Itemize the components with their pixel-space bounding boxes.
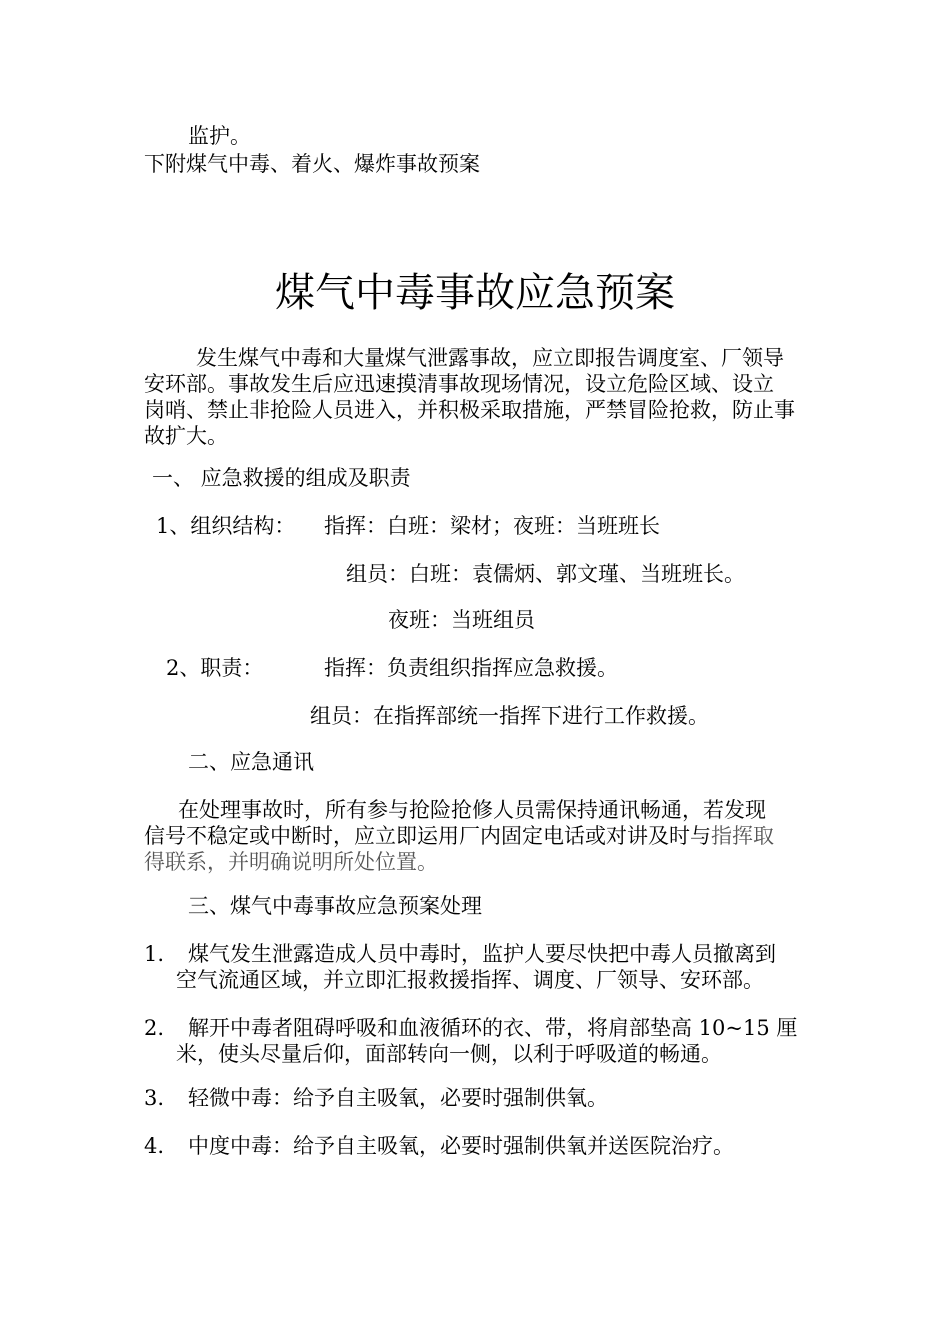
duty-members: 组员：在指挥部统一指挥下进行工作救援。 [310,704,709,728]
org-members-night: 夜班：当班组员 [388,608,535,632]
document-page: 监护。 下附煤气中毒、着火、爆炸事故预案 煤气中毒事故应急预案 发生煤气中毒和大量煤气泄露事故，应立即报告调度室、厂领导 安环部。事故发生后应迅速摸清事故现场情况，设立危险区域、设立 岗哨、禁止非抢险人员进入，并积极采取措施，严禁冒险抢救，防止事 故扩大。 一、 应急救援的组成及职责 1、组织结构： 指挥：白班：梁材；夜班：当班班长 组员：白班：袁儒炳、郭文瑾、当班班长。 夜班：当班组员 2、职责： 指挥：负责组织指挥应急救援。 组员：在指挥部统一指挥下进行工作救援。 二、应急通讯 在处理事故时，所有参与抢险抢修人员需保持通讯畅通，若发现 信号不稳定或中断时，应立即运用厂内固定电话或对讲及时与指挥取 得联系，并明确说明所处位置。 三、煤气中毒事故应急预案处理 1. 煤气发生泄露造成人员中毒时，监护人要尽快把中毒人员撤离到 空气流通区域，并立即汇报救援指挥、调度、厂领导、安环部。 2. 解开中毒者阻碍呼吸和血液循环的衣、带，将肩部垫高 10~15 厘 米，使头尽量后仰，面部转向一侧，以利于呼吸道的畅通。 3. 轻微中毒：给予自主吸氧，必要时强制供氧。 4. 中度中毒：给予自主吸氧，必要时强制供氧并送医院治疗。 [0,0,950,1344]
org-members-day: 组员：白班：袁儒炳、郭文瑾、当班班长。 [346,562,745,586]
appendix-note: 下附煤气中毒、着火、爆炸事故预案 [144,152,480,176]
section2-heading: 二、应急通讯 [188,750,314,774]
continued-text: 监护。 [188,124,251,148]
document-title: 煤气中毒事故应急预案 [275,270,675,316]
duty-label: 2、职责： [166,656,264,680]
duty-commander: 指挥：负责组织指挥应急救援。 [324,656,618,680]
section3-heading: 三、煤气中毒事故应急预案处理 [188,894,482,918]
org-commander: 指挥：白班：梁材；夜班：当班班长 [324,514,660,538]
org-structure-label: 1、组织结构： [156,514,296,538]
section1-heading: 一、 应急救援的组成及职责 [152,466,411,490]
